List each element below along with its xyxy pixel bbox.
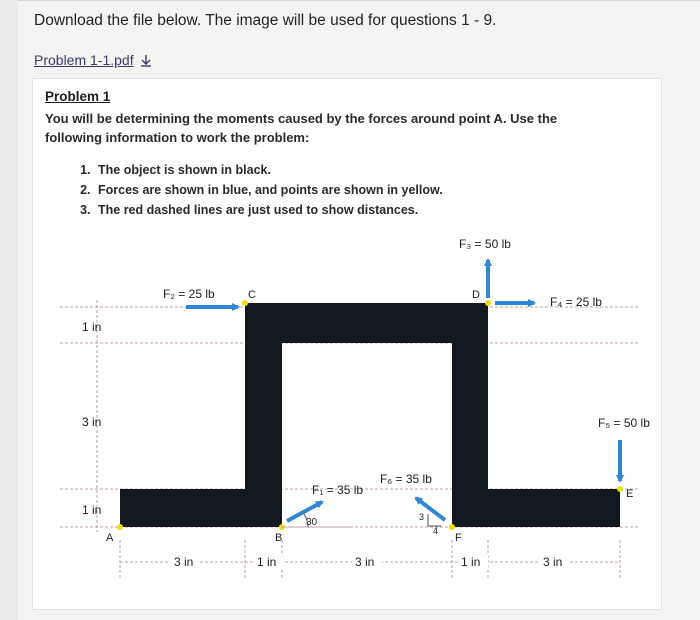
- point-f: [449, 524, 455, 530]
- point-a: [117, 524, 123, 530]
- step-item: 1. The object is shown in black.: [94, 160, 443, 180]
- dim-horizontal-2: 1 in: [257, 555, 277, 569]
- force-f5-label: F₅ = 50 lb: [598, 416, 650, 430]
- force-f3-label: F₃ = 50 lb: [459, 237, 511, 251]
- dim-horizontal-5: 3 in: [543, 555, 563, 569]
- object-shape: [120, 303, 620, 527]
- intro-text: Download the file below. The image will be used for questions 1 - 9.: [34, 12, 497, 29]
- step-item: 3. The red dashed lines are just used to show distances.: [94, 200, 443, 220]
- point-e: [617, 486, 623, 492]
- force-f4-label: F₄ = 25 lb: [550, 295, 602, 309]
- point-b-label: B: [275, 532, 283, 544]
- point-a-label: A: [106, 532, 114, 544]
- force-f6-label: F₆ = 35 lb: [380, 472, 432, 486]
- point-e-label: E: [626, 488, 634, 500]
- dim-horizontal-1: 3 in: [174, 555, 194, 569]
- dim-horizontal-3: 3 in: [355, 555, 375, 569]
- dim-vertical-1: 1 in: [82, 320, 102, 334]
- force-f2-label: F₂ = 25 lb: [163, 287, 215, 301]
- slope-run-label: 4: [433, 526, 439, 536]
- angle-label: 30: [306, 517, 318, 528]
- force-f1-label: F₁ = 35 lb: [312, 483, 364, 497]
- dim-vertical-3: 1 in: [82, 503, 102, 517]
- dim-horizontal-4: 1 in: [461, 555, 481, 569]
- slope-rise-label: 3: [419, 512, 425, 522]
- problem-description: You will be determining the moments caused by the forces around point A. Use the following information to work the problem:: [45, 111, 558, 145]
- problem-title: Problem 1: [45, 89, 111, 104]
- point-f-label: F: [455, 532, 462, 544]
- point-d: [485, 300, 491, 306]
- step-item: 2. Forces are shown in blue, and points are shown in yellow.: [94, 180, 443, 200]
- dim-vertical-2: 3 in: [82, 415, 102, 429]
- download-link-label[interactable]: Problem 1-1.pdf: [34, 52, 134, 68]
- point-c-label: C: [248, 289, 256, 301]
- point-d-label: D: [472, 289, 480, 301]
